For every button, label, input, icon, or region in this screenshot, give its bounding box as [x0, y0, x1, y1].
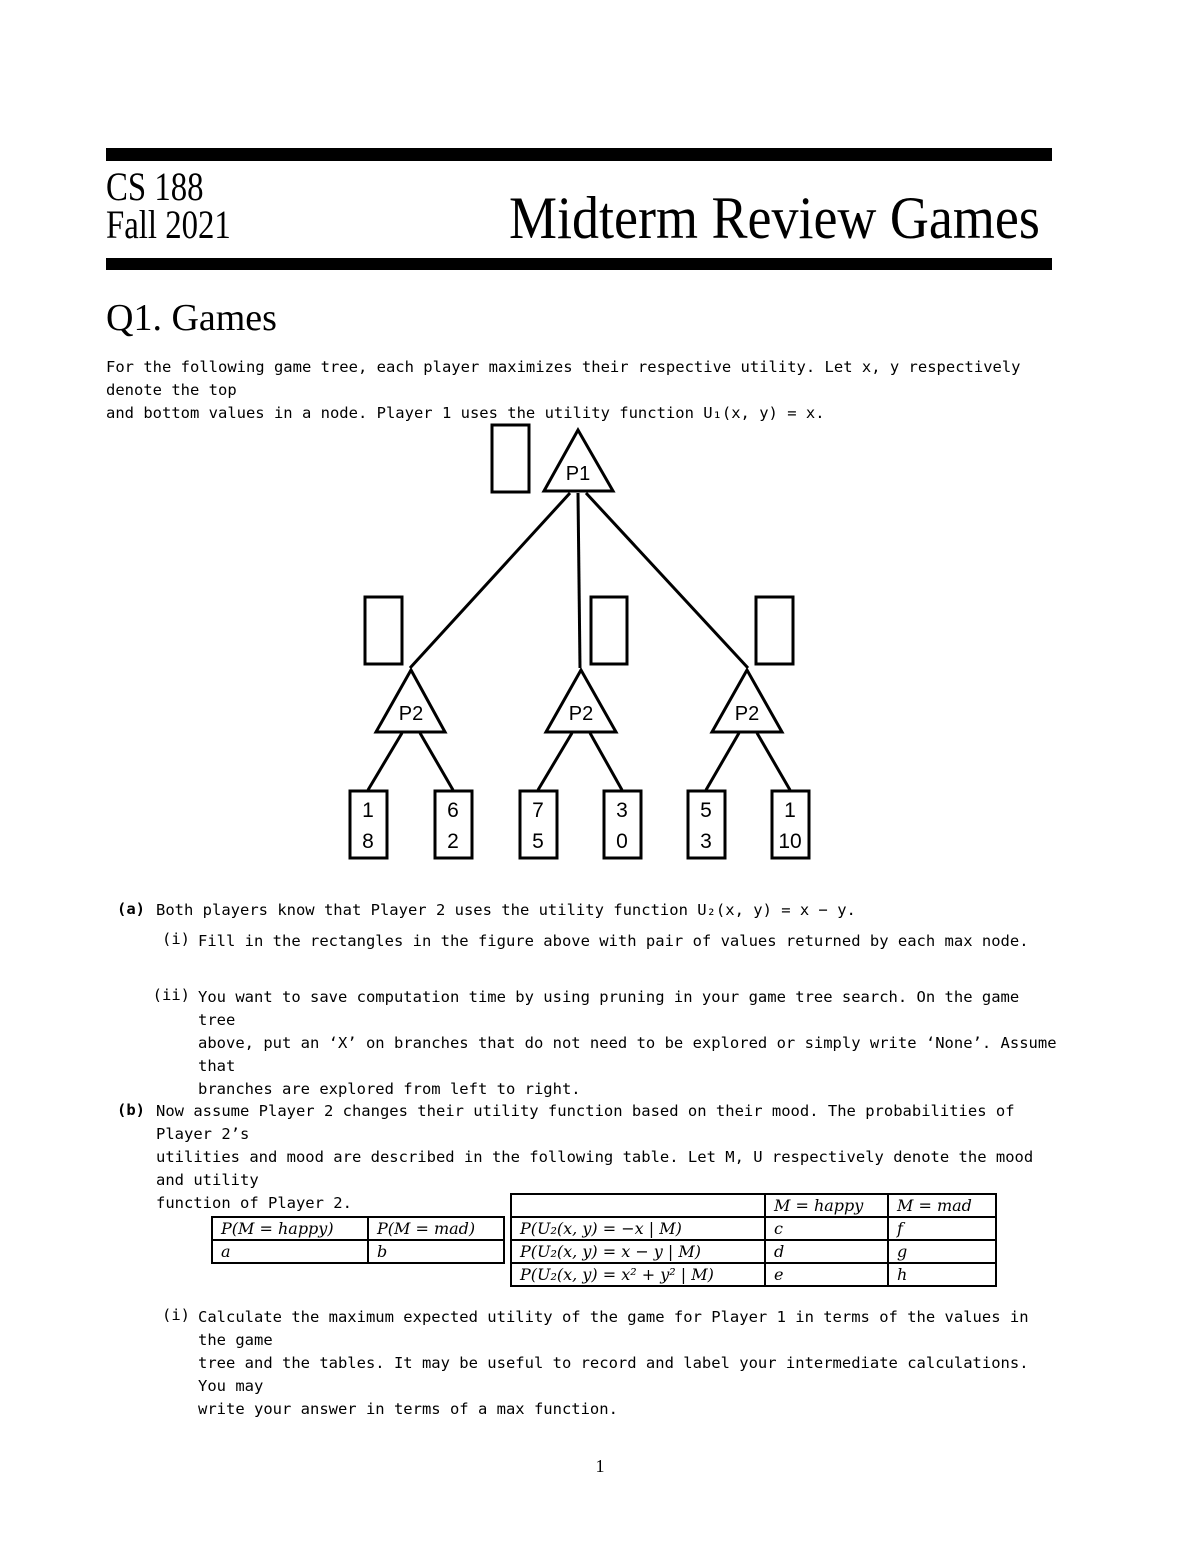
leaf-2-top: 6 [447, 799, 459, 822]
part-a-ii-text [198, 986, 1058, 1101]
answer-box-left[interactable] [365, 597, 402, 664]
table-row [212, 1240, 504, 1263]
mood-header-mad: P(M = mad) [368, 1217, 504, 1240]
util-row-1-happy: c [765, 1217, 888, 1240]
leaf-4-top: 3 [616, 799, 628, 822]
edge-root-middle[interactable] [578, 493, 580, 668]
intro-line-1: For the following game tree, each player maximizes their respective utility. Let x, y respectively denote the top [106, 358, 1021, 399]
part-a-label: (a) [117, 900, 145, 918]
edge-right-a[interactable] [706, 733, 739, 790]
p2-node-left-label: P2 [398, 703, 424, 725]
leaf-1-top: 1 [362, 799, 374, 822]
part-b-line-1: Now assume Player 2 changes their utility function based on their mood. The probabilities of Player 2’s [156, 1102, 1015, 1143]
leaf-4-bottom: 0 [616, 830, 628, 853]
mood-header-happy: P(M = happy) [212, 1217, 368, 1240]
part-a-i-text: Fill in the rectangles in the figure above with pair of values returned by each max node. [198, 932, 1029, 950]
part-a-i-label: (i) [162, 930, 190, 948]
edge-root-left[interactable] [410, 493, 570, 668]
part-b-line-3: function of Player 2. [156, 1194, 352, 1212]
answer-box-right[interactable] [756, 597, 793, 664]
part-a-ii-line-2: above, put an ‘X’ on branches that do not need to be explored or simply write ‘None’. Assume that [198, 1034, 1057, 1075]
part-b-i-label: (i) [162, 1306, 190, 1324]
util-row-2-mad: g [888, 1240, 996, 1263]
leaf-5-top: 5 [700, 799, 712, 822]
edge-left-b[interactable] [420, 733, 453, 790]
document-title: Midterm Review Games [509, 185, 1040, 251]
part-a-text: Both players know that Player 2 uses the utility function U₂(x, y) = x − y. [156, 901, 856, 919]
leaf-3-top: 7 [532, 799, 544, 822]
util-row-1-label: P(U₂(x, y) = −x | M) [511, 1217, 765, 1240]
part-b-i-text [198, 1306, 1058, 1421]
util-header-happy: M = happy [765, 1194, 888, 1217]
utility-probability-table [510, 1193, 997, 1287]
util-row-3-mad: h [888, 1263, 996, 1286]
leaf-6-top: 1 [784, 799, 796, 822]
util-row-3-label: P(U₂(x, y) = x² + y² | M) [511, 1263, 765, 1286]
util-row-2-happy: d [765, 1240, 888, 1263]
table-row [511, 1217, 996, 1240]
answer-box-root[interactable] [492, 425, 529, 492]
p2-node-middle-label: P2 [568, 703, 594, 725]
leaf-2-bottom: 2 [447, 830, 459, 853]
util-row-3-happy: e [765, 1263, 888, 1286]
edge-right-b[interactable] [757, 733, 790, 790]
table-row [511, 1240, 996, 1263]
mood-value-mad: b [368, 1240, 504, 1263]
leaf-3-bottom: 5 [532, 830, 544, 853]
table-row [212, 1217, 504, 1240]
root-node-label: P1 [565, 463, 591, 485]
part-a-ii-line-3: branches are explored from left to right. [198, 1080, 581, 1098]
part-b-label: (b) [117, 1101, 145, 1119]
answer-box-middle[interactable] [591, 597, 627, 664]
util-row-1-mad: f [888, 1217, 996, 1240]
course-term: Fall 2021 [106, 202, 231, 247]
mood-probability-table [211, 1216, 505, 1264]
intro-line-2: and bottom values in a node. Player 1 uses the utility function U₁(x, y) = x. [106, 404, 825, 422]
table-row [511, 1263, 996, 1286]
leaf-6-bottom: 10 [778, 830, 802, 853]
edge-left-a[interactable] [368, 733, 402, 790]
course-name: CS 188 [106, 164, 204, 209]
util-header-blank [511, 1194, 765, 1217]
table-row [511, 1194, 996, 1217]
page-number: 1 [595, 1456, 605, 1476]
edge-mid-a[interactable] [538, 733, 572, 790]
part-b-line-2: utilities and mood are described in the following table. Let M, U respectively denote the mood and utility [156, 1148, 1034, 1189]
leaf-5-bottom: 3 [700, 830, 712, 853]
question-title: Q1. Games [106, 297, 277, 339]
part-b-i-line-2: tree and the tables. It may be useful to record and label your intermediate calculations. You may [198, 1354, 1029, 1395]
part-b-i-line-1: Calculate the maximum expected utility of the game for Player 1 in terms of the values in the game [198, 1308, 1029, 1349]
edge-mid-b[interactable] [590, 733, 622, 790]
util-header-mad: M = mad [888, 1194, 996, 1217]
leaf-1-bottom: 8 [362, 830, 374, 853]
part-b-i-line-3: write your answer in terms of a max function. [198, 1400, 618, 1418]
util-row-2-label: P(U₂(x, y) = x − y | M) [511, 1240, 765, 1263]
mood-value-happy: a [212, 1240, 368, 1263]
p2-node-right-label: P2 [734, 703, 760, 725]
part-a-ii-label: (ii) [152, 986, 190, 1004]
part-a-ii-line-1: You want to save computation time by using pruning in your game tree search. On the game tree [198, 988, 1020, 1029]
